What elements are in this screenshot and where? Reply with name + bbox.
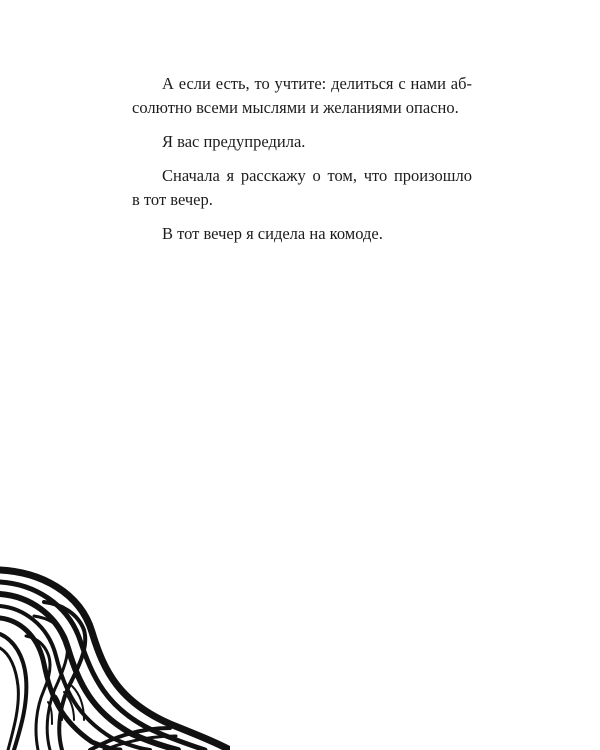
paragraph-line: в тот вечер.: [132, 190, 213, 209]
paragraph-line: Сначала я расскажу о том, что произошло: [162, 166, 472, 185]
paragraph-line: солютно всеми мыслями и желаниями опасно.: [132, 98, 459, 117]
paragraph-line: В тот вечер я сидела на комоде.: [162, 224, 383, 243]
body-text: [132, 72, 472, 256]
paragraph-4: [132, 222, 472, 246]
paragraph-3: [132, 164, 472, 212]
paragraph-line: А если есть, то учтите: делиться с нами аб-: [162, 74, 472, 93]
concentric-wavy-lines-ornament-icon: [0, 552, 230, 750]
paragraph-1: [132, 72, 472, 120]
paragraph-2: [132, 130, 472, 154]
paragraph-line: Я вас предупредила.: [162, 132, 306, 151]
